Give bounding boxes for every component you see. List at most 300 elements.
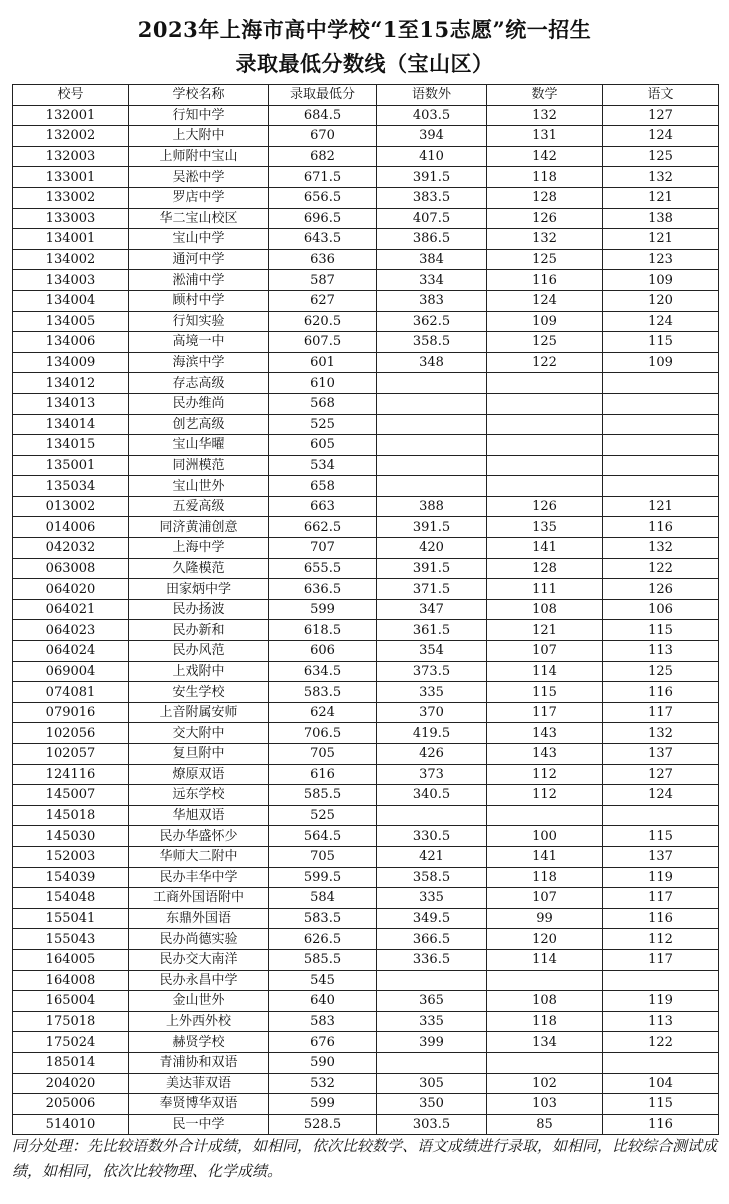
school-name-cell: 上戏附中 (129, 661, 269, 682)
min-score-cell: 636.5 (269, 579, 377, 600)
chinese-math-english-cell: 336.5 (377, 949, 487, 970)
chinese-score-cell: 115 (603, 826, 719, 847)
school-name-cell: 田家炳中学 (129, 579, 269, 600)
chinese-math-english-cell: 358.5 (377, 332, 487, 353)
school-name-cell: 工商外国语附中 (129, 888, 269, 909)
school-name-cell: 民办风范 (129, 641, 269, 662)
chinese-score-cell (603, 805, 719, 826)
header-math: 数学 (487, 85, 603, 106)
table-row (13, 970, 719, 991)
table-row (13, 888, 719, 909)
school-code-cell: 134013 (13, 393, 129, 414)
table-header-row (13, 85, 719, 106)
chinese-math-english-cell: 391.5 (377, 558, 487, 579)
chinese-score-cell: 115 (603, 620, 719, 641)
chinese-math-english-cell: 391.5 (377, 517, 487, 538)
chinese-score-cell: 121 (603, 496, 719, 517)
school-code-cell: 132001 (13, 105, 129, 126)
min-score-cell: 671.5 (269, 167, 377, 188)
chinese-score-cell: 138 (603, 208, 719, 229)
table-row (13, 1114, 719, 1135)
chinese-math-english-cell: 410 (377, 146, 487, 167)
school-name-cell: 民办尚德实验 (129, 929, 269, 950)
school-name-cell: 行知中学 (129, 105, 269, 126)
math-score-cell (487, 373, 603, 394)
chinese-score-cell: 126 (603, 579, 719, 600)
school-code-cell: 135034 (13, 476, 129, 497)
table-row (13, 249, 719, 270)
table-row (13, 579, 719, 600)
school-code-cell: 132002 (13, 126, 129, 147)
school-name-cell: 上音附属安师 (129, 702, 269, 723)
chinese-score-cell: 123 (603, 249, 719, 270)
school-code-cell: 042032 (13, 538, 129, 559)
chinese-math-english-cell: 420 (377, 538, 487, 559)
math-score-cell: 112 (487, 785, 603, 806)
min-score-cell: 705 (269, 744, 377, 765)
math-score-cell (487, 970, 603, 991)
school-name-cell: 华师大二附中 (129, 846, 269, 867)
table-row (13, 352, 719, 373)
math-score-cell: 121 (487, 620, 603, 641)
table-row (13, 599, 719, 620)
header-school-name: 学校名称 (129, 85, 269, 106)
school-code-cell: 134003 (13, 270, 129, 291)
math-score-cell: 117 (487, 702, 603, 723)
chinese-score-cell (603, 393, 719, 414)
min-score-cell: 618.5 (269, 620, 377, 641)
school-name-cell: 燎原双语 (129, 764, 269, 785)
school-name-cell: 美达菲双语 (129, 1073, 269, 1094)
min-score-cell: 655.5 (269, 558, 377, 579)
math-score-cell: 114 (487, 661, 603, 682)
school-code-cell: 134015 (13, 435, 129, 456)
school-name-cell: 安生学校 (129, 682, 269, 703)
chinese-math-english-cell: 358.5 (377, 867, 487, 888)
math-score-cell (487, 455, 603, 476)
min-score-cell: 534 (269, 455, 377, 476)
chinese-math-english-cell: 407.5 (377, 208, 487, 229)
table-row (13, 1094, 719, 1115)
school-code-cell: 134005 (13, 311, 129, 332)
chinese-score-cell: 125 (603, 146, 719, 167)
table-row (13, 208, 719, 229)
chinese-math-english-cell: 391.5 (377, 167, 487, 188)
school-code-cell: 133001 (13, 167, 129, 188)
chinese-math-english-cell: 330.5 (377, 826, 487, 847)
min-score-cell: 676 (269, 1032, 377, 1053)
chinese-score-cell: 109 (603, 270, 719, 291)
table-row (13, 229, 719, 250)
table-row (13, 1052, 719, 1073)
chinese-math-english-cell: 335 (377, 888, 487, 909)
chinese-score-cell: 137 (603, 846, 719, 867)
min-score-cell: 616 (269, 764, 377, 785)
min-score-cell: 583.5 (269, 682, 377, 703)
min-score-cell: 568 (269, 393, 377, 414)
chinese-math-english-cell: 366.5 (377, 929, 487, 950)
header-chinese: 语文 (603, 85, 719, 106)
chinese-math-english-cell (377, 805, 487, 826)
min-score-cell: 532 (269, 1073, 377, 1094)
chinese-math-english-cell: 394 (377, 126, 487, 147)
chinese-score-cell: 119 (603, 867, 719, 888)
table-row (13, 558, 719, 579)
table-row (13, 126, 719, 147)
min-score-cell: 627 (269, 290, 377, 311)
chinese-score-cell: 113 (603, 1011, 719, 1032)
min-score-cell: 620.5 (269, 311, 377, 332)
school-code-cell: 134001 (13, 229, 129, 250)
chinese-math-english-cell: 403.5 (377, 105, 487, 126)
tie-break-note: 同分处理：先比较语数外合计成绩，如相同，依次比较数学、语文成绩进行录取，如相同，比较综合测试成绩，如相同，依次比较物理、化学成绩。 (12, 1137, 718, 1180)
header-min-score: 录取最低分 (269, 85, 377, 106)
school-name-cell: 顾村中学 (129, 290, 269, 311)
chinese-math-english-cell: 371.5 (377, 579, 487, 600)
school-name-cell: 存志高级 (129, 373, 269, 394)
chinese-math-english-cell (377, 1052, 487, 1073)
chinese-math-english-cell: 386.5 (377, 229, 487, 250)
school-name-cell: 交大附中 (129, 723, 269, 744)
chinese-math-english-cell: 426 (377, 744, 487, 765)
school-code-cell: 145007 (13, 785, 129, 806)
school-code-cell: 064024 (13, 641, 129, 662)
min-score-cell: 696.5 (269, 208, 377, 229)
chinese-score-cell (603, 373, 719, 394)
school-code-cell: 134014 (13, 414, 129, 435)
min-score-cell: 599 (269, 1094, 377, 1115)
math-score-cell: 115 (487, 682, 603, 703)
chinese-math-english-cell (377, 476, 487, 497)
chinese-math-english-cell (377, 393, 487, 414)
min-score-cell: 610 (269, 373, 377, 394)
min-score-cell: 528.5 (269, 1114, 377, 1135)
table-row (13, 908, 719, 929)
school-name-cell: 金山世外 (129, 991, 269, 1012)
header-school-code: 校号 (13, 85, 129, 106)
chinese-score-cell: 115 (603, 332, 719, 353)
math-score-cell: 118 (487, 1011, 603, 1032)
table-row (13, 846, 719, 867)
school-name-cell: 同济黄浦创意 (129, 517, 269, 538)
school-code-cell: 135001 (13, 455, 129, 476)
chinese-score-cell (603, 476, 719, 497)
math-score-cell (487, 435, 603, 456)
min-score-cell: 636 (269, 249, 377, 270)
school-name-cell: 东鼎外国语 (129, 908, 269, 929)
min-score-cell: 564.5 (269, 826, 377, 847)
min-score-cell: 670 (269, 126, 377, 147)
table-row (13, 764, 719, 785)
math-score-cell: 135 (487, 517, 603, 538)
school-name-cell: 华旭双语 (129, 805, 269, 826)
math-score-cell (487, 1052, 603, 1073)
chinese-score-cell: 117 (603, 702, 719, 723)
min-score-cell: 584 (269, 888, 377, 909)
table-row (13, 682, 719, 703)
table-row (13, 929, 719, 950)
chinese-math-english-cell: 303.5 (377, 1114, 487, 1135)
school-name-cell: 上师附中宝山 (129, 146, 269, 167)
min-score-cell: 684.5 (269, 105, 377, 126)
chinese-math-english-cell: 383 (377, 290, 487, 311)
school-name-cell: 宝山世外 (129, 476, 269, 497)
school-code-cell: 069004 (13, 661, 129, 682)
math-score-cell: 126 (487, 208, 603, 229)
min-score-cell: 682 (269, 146, 377, 167)
school-name-cell: 宝山中学 (129, 229, 269, 250)
chinese-math-english-cell (377, 435, 487, 456)
chinese-math-english-cell: 335 (377, 682, 487, 703)
math-score-cell (487, 805, 603, 826)
table-row (13, 1032, 719, 1053)
chinese-score-cell: 125 (603, 661, 719, 682)
chinese-score-cell: 117 (603, 888, 719, 909)
school-code-cell: 074081 (13, 682, 129, 703)
table-row (13, 311, 719, 332)
chinese-math-english-cell: 348 (377, 352, 487, 373)
school-code-cell: 064023 (13, 620, 129, 641)
math-score-cell: 142 (487, 146, 603, 167)
table-row (13, 867, 719, 888)
school-code-cell: 205006 (13, 1094, 129, 1115)
math-score-cell: 85 (487, 1114, 603, 1135)
table-row (13, 517, 719, 538)
school-name-cell: 赫贤学校 (129, 1032, 269, 1053)
school-code-cell: 102057 (13, 744, 129, 765)
school-code-cell: 134012 (13, 373, 129, 394)
math-score-cell: 128 (487, 558, 603, 579)
school-code-cell: 064020 (13, 579, 129, 600)
school-code-cell: 204020 (13, 1073, 129, 1094)
table-row (13, 476, 719, 497)
document-title-line-1: 2023年上海市高中学校“1至15志愿”统一招生 (137, 17, 592, 42)
math-score-cell: 108 (487, 991, 603, 1012)
chinese-score-cell: 121 (603, 229, 719, 250)
min-score-cell: 707 (269, 538, 377, 559)
chinese-math-english-cell: 340.5 (377, 785, 487, 806)
math-score-cell: 125 (487, 332, 603, 353)
school-code-cell: 133003 (13, 208, 129, 229)
school-name-cell: 华二宝山校区 (129, 208, 269, 229)
math-score-cell: 122 (487, 352, 603, 373)
table-row (13, 723, 719, 744)
school-code-cell: 165004 (13, 991, 129, 1012)
table-row (13, 496, 719, 517)
math-score-cell: 120 (487, 929, 603, 950)
chinese-score-cell: 122 (603, 558, 719, 579)
min-score-cell: 706.5 (269, 723, 377, 744)
chinese-math-english-cell (377, 455, 487, 476)
chinese-score-cell: 127 (603, 764, 719, 785)
math-score-cell: 107 (487, 888, 603, 909)
chinese-score-cell: 132 (603, 167, 719, 188)
header-chinese-math-english: 语数外 (377, 85, 487, 106)
math-score-cell: 125 (487, 249, 603, 270)
chinese-score-cell: 124 (603, 785, 719, 806)
math-score-cell (487, 393, 603, 414)
school-code-cell: 152003 (13, 846, 129, 867)
chinese-score-cell: 132 (603, 538, 719, 559)
table-row (13, 105, 719, 126)
school-code-cell: 132003 (13, 146, 129, 167)
chinese-score-cell (603, 435, 719, 456)
school-code-cell: 124116 (13, 764, 129, 785)
math-score-cell: 131 (487, 126, 603, 147)
school-name-cell: 上外西外校 (129, 1011, 269, 1032)
school-name-cell: 民办维尚 (129, 393, 269, 414)
math-score-cell: 126 (487, 496, 603, 517)
chinese-score-cell: 127 (603, 105, 719, 126)
school-name-cell: 民办丰华中学 (129, 867, 269, 888)
table-row (13, 167, 719, 188)
math-score-cell: 141 (487, 538, 603, 559)
school-code-cell: 154048 (13, 888, 129, 909)
school-code-cell: 014006 (13, 517, 129, 538)
min-score-cell: 545 (269, 970, 377, 991)
chinese-score-cell: 116 (603, 908, 719, 929)
school-code-cell: 133002 (13, 187, 129, 208)
min-score-cell: 583 (269, 1011, 377, 1032)
chinese-math-english-cell (377, 373, 487, 394)
school-name-cell: 创艺高级 (129, 414, 269, 435)
min-score-cell: 525 (269, 805, 377, 826)
chinese-math-english-cell: 305 (377, 1073, 487, 1094)
math-score-cell: 143 (487, 744, 603, 765)
school-name-cell: 行知实验 (129, 311, 269, 332)
min-score-cell: 634.5 (269, 661, 377, 682)
school-name-cell: 淞浦中学 (129, 270, 269, 291)
school-name-cell: 民办永昌中学 (129, 970, 269, 991)
min-score-cell: 705 (269, 846, 377, 867)
table-row (13, 785, 719, 806)
table-row (13, 744, 719, 765)
school-code-cell: 154039 (13, 867, 129, 888)
chinese-score-cell: 116 (603, 1114, 719, 1135)
school-name-cell: 复旦附中 (129, 744, 269, 765)
document-title-line-2: 录取最低分数线（宝山区） (235, 51, 494, 76)
chinese-score-cell: 113 (603, 641, 719, 662)
math-score-cell: 107 (487, 641, 603, 662)
min-score-cell: 663 (269, 496, 377, 517)
chinese-math-english-cell: 399 (377, 1032, 487, 1053)
math-score-cell: 102 (487, 1073, 603, 1094)
chinese-score-cell (603, 414, 719, 435)
chinese-score-cell: 104 (603, 1073, 719, 1094)
school-name-cell: 罗店中学 (129, 187, 269, 208)
table-row (13, 393, 719, 414)
table-row (13, 270, 719, 291)
math-score-cell: 100 (487, 826, 603, 847)
chinese-score-cell: 124 (603, 311, 719, 332)
school-name-cell: 高境一中 (129, 332, 269, 353)
chinese-math-english-cell: 334 (377, 270, 487, 291)
math-score-cell: 134 (487, 1032, 603, 1053)
min-score-cell: 640 (269, 991, 377, 1012)
chinese-math-english-cell: 349.5 (377, 908, 487, 929)
chinese-score-cell (603, 970, 719, 991)
school-code-cell: 102056 (13, 723, 129, 744)
table-row (13, 455, 719, 476)
math-score-cell: 132 (487, 105, 603, 126)
math-score-cell: 103 (487, 1094, 603, 1115)
chinese-math-english-cell: 354 (377, 641, 487, 662)
chinese-math-english-cell: 335 (377, 1011, 487, 1032)
min-score-cell: 643.5 (269, 229, 377, 250)
min-score-cell: 587 (269, 270, 377, 291)
min-score-cell: 599.5 (269, 867, 377, 888)
school-name-cell: 通河中学 (129, 249, 269, 270)
school-code-cell: 164005 (13, 949, 129, 970)
chinese-score-cell: 115 (603, 1094, 719, 1115)
math-score-cell: 132 (487, 229, 603, 250)
min-score-cell: 624 (269, 702, 377, 723)
chinese-math-english-cell: 421 (377, 846, 487, 867)
school-code-cell: 134002 (13, 249, 129, 270)
school-code-cell: 175018 (13, 1011, 129, 1032)
school-name-cell: 青浦协和双语 (129, 1052, 269, 1073)
table-row (13, 414, 719, 435)
chinese-score-cell: 116 (603, 517, 719, 538)
chinese-math-english-cell: 384 (377, 249, 487, 270)
school-code-cell: 063008 (13, 558, 129, 579)
chinese-math-english-cell: 373 (377, 764, 487, 785)
school-code-cell: 134004 (13, 290, 129, 311)
chinese-math-english-cell: 373.5 (377, 661, 487, 682)
chinese-score-cell (603, 1052, 719, 1073)
school-name-cell: 民办华盛怀少 (129, 826, 269, 847)
school-code-cell: 079016 (13, 702, 129, 723)
score-table (12, 84, 719, 1135)
table-row (13, 332, 719, 353)
chinese-score-cell: 124 (603, 126, 719, 147)
chinese-score-cell: 121 (603, 187, 719, 208)
school-code-cell: 145030 (13, 826, 129, 847)
school-code-cell: 514010 (13, 1114, 129, 1135)
chinese-score-cell (603, 455, 719, 476)
min-score-cell: 658 (269, 476, 377, 497)
school-name-cell: 民办扬波 (129, 599, 269, 620)
table-row (13, 146, 719, 167)
chinese-score-cell: 122 (603, 1032, 719, 1053)
school-name-cell: 海滨中学 (129, 352, 269, 373)
math-score-cell: 109 (487, 311, 603, 332)
math-score-cell: 128 (487, 187, 603, 208)
min-score-cell: 626.5 (269, 929, 377, 950)
math-score-cell: 108 (487, 599, 603, 620)
chinese-math-english-cell: 419.5 (377, 723, 487, 744)
math-score-cell: 114 (487, 949, 603, 970)
school-code-cell: 155041 (13, 908, 129, 929)
min-score-cell: 606 (269, 641, 377, 662)
school-name-cell: 上大附中 (129, 126, 269, 147)
chinese-math-english-cell: 350 (377, 1094, 487, 1115)
min-score-cell: 601 (269, 352, 377, 373)
min-score-cell: 662.5 (269, 517, 377, 538)
table-row (13, 702, 719, 723)
school-name-cell: 奉贤博华双语 (129, 1094, 269, 1115)
school-code-cell: 134006 (13, 332, 129, 353)
chinese-score-cell: 137 (603, 744, 719, 765)
math-score-cell (487, 414, 603, 435)
table-row (13, 826, 719, 847)
school-code-cell: 155043 (13, 929, 129, 950)
table-row (13, 538, 719, 559)
school-code-cell: 175024 (13, 1032, 129, 1053)
school-code-cell: 185014 (13, 1052, 129, 1073)
table-row (13, 1011, 719, 1032)
math-score-cell: 99 (487, 908, 603, 929)
